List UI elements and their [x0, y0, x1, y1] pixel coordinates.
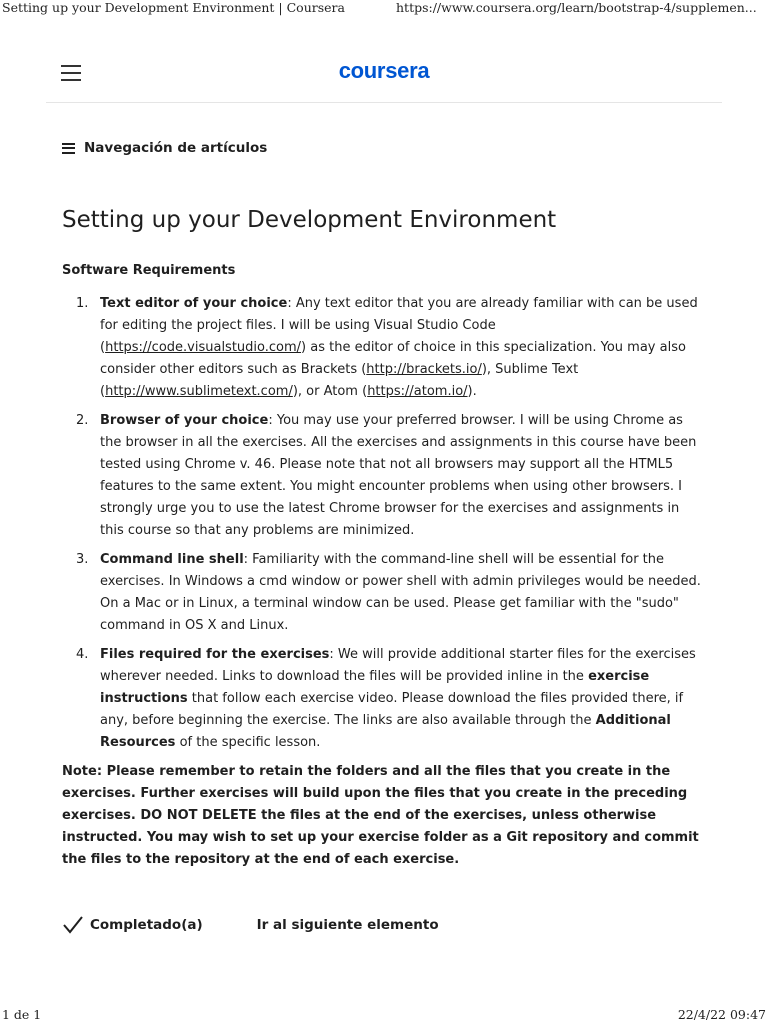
list-item: 3. Command line shell: Familiarity with the command-line shell will be essential for the exercises. In Windows a cmd window or power shell with admin privileges would be needed. On a Mac or in Linux, a terminal window can be used. Please get familiar with the "sudo" command in OS X and Linux.	[76, 552, 701, 633]
sublime-link[interactable]: http://www.sublimetext.com/	[105, 384, 293, 399]
requirement-title: Browser of your choice	[100, 413, 269, 428]
coursera-logo[interactable]: coursera	[338, 58, 430, 83]
requirements-list	[62, 293, 702, 761]
list-item: 1. Text editor of your choice: Any text editor that you are already familiar with can be used for editing the project files. I will be using Visual Studio Code (https://code.visualstudio.com/) as the editor of choice in this specialization. You may also consider other editors such as Brackets (http://brackets.io/), Sublime Text (http://www.sublimetext.com/), or Atom (https://atom.io/).	[76, 296, 698, 399]
footer-actions	[62, 913, 439, 937]
vscode-link[interactable]: https://code.visualstudio.com/	[105, 340, 302, 355]
next-item-button[interactable]: Ir al siguiente elemento	[256, 917, 439, 933]
requirement-text: : You may use your preferred browser. I will be using Chrome as the browser in all the exercises. All the exercises and assignments in this course have been tested using Chrome v. 46. Please note that not all browsers may support all the HTML5 features to the same extent. You might encounter problems when using other browsers. I strongly urge you to use the latest Chrome browser for the exercises and assignments in this course so that any problems are minimized.	[100, 413, 697, 538]
print-page-title: Setting up your Development Environment | Coursera	[2, 0, 345, 15]
article-navigation-toggle[interactable]	[62, 138, 267, 158]
requirement-title: Text editor of your choice	[100, 296, 288, 311]
page-number: 1 de 1	[2, 1007, 42, 1022]
page-title: Setting up your Development Environment	[62, 207, 557, 233]
print-page-url: https://www.coursera.org/learn/bootstrap-4/supplemen...	[396, 0, 757, 15]
checkmark-icon	[62, 915, 84, 935]
brackets-link[interactable]: http://brackets.io/	[366, 362, 482, 377]
list-icon	[62, 143, 75, 154]
note-paragraph: Note: Please remember to retain the folders and all the files that you create in the exercises. Further exercises will build upon the files that you create in the preceding exercises. DO NOT DELETE the files at the end of the exercises, unless otherwise instructed. You may wish to set up your exercise folder as a Git repository and commit the files to the repository at the end of each exercise.	[62, 764, 699, 867]
print-header	[0, 0, 768, 16]
print-footer	[0, 1008, 768, 1024]
requirement-text: : Familiarity with the command-line shell will be essential for the exercises. In Windows a cmd window or power shell with admin privileges would be needed. On a Mac or in Linux, a terminal window can be used. Please get familiar with the "sudo" command in OS X and Linux.	[100, 552, 701, 633]
atom-link[interactable]: https://atom.io/	[367, 384, 468, 399]
requirement-title: Files required for the exercises	[100, 647, 330, 662]
completed-status	[62, 915, 203, 935]
requirement-title: Command line shell	[100, 552, 244, 567]
article-navigation-label: Navegación de artículos	[84, 140, 268, 156]
list-item: 4. Files required for the exercises: We will provide additional starter files for the exercises wherever needed. Links to download the files will be provided inline in the exercise instructions that follow each exercise video. Please download the files provided there, if any, before beginning the exercise. The links are also available through the Additional Resources of the specific lesson.	[76, 647, 696, 750]
section-heading: Software Requirements	[62, 263, 236, 278]
list-item: 2. Browser of your choice: You may use your preferred browser. I will be using Chrome as the browser in all the exercises. All the exercises and assignments in this course have been tested using Chrome v. 46. Please note that not all browsers may support all the HTML5 features to the same extent. You might encounter problems when using other browsers. I strongly urge you to use the latest Chrome browser for the exercises and assignments in this course so that any problems are minimized.	[76, 413, 697, 538]
completed-label: Completado(a)	[90, 917, 203, 933]
top-navigation-bar	[46, 50, 722, 103]
print-datetime: 22/4/22 09:47	[677, 1007, 766, 1022]
